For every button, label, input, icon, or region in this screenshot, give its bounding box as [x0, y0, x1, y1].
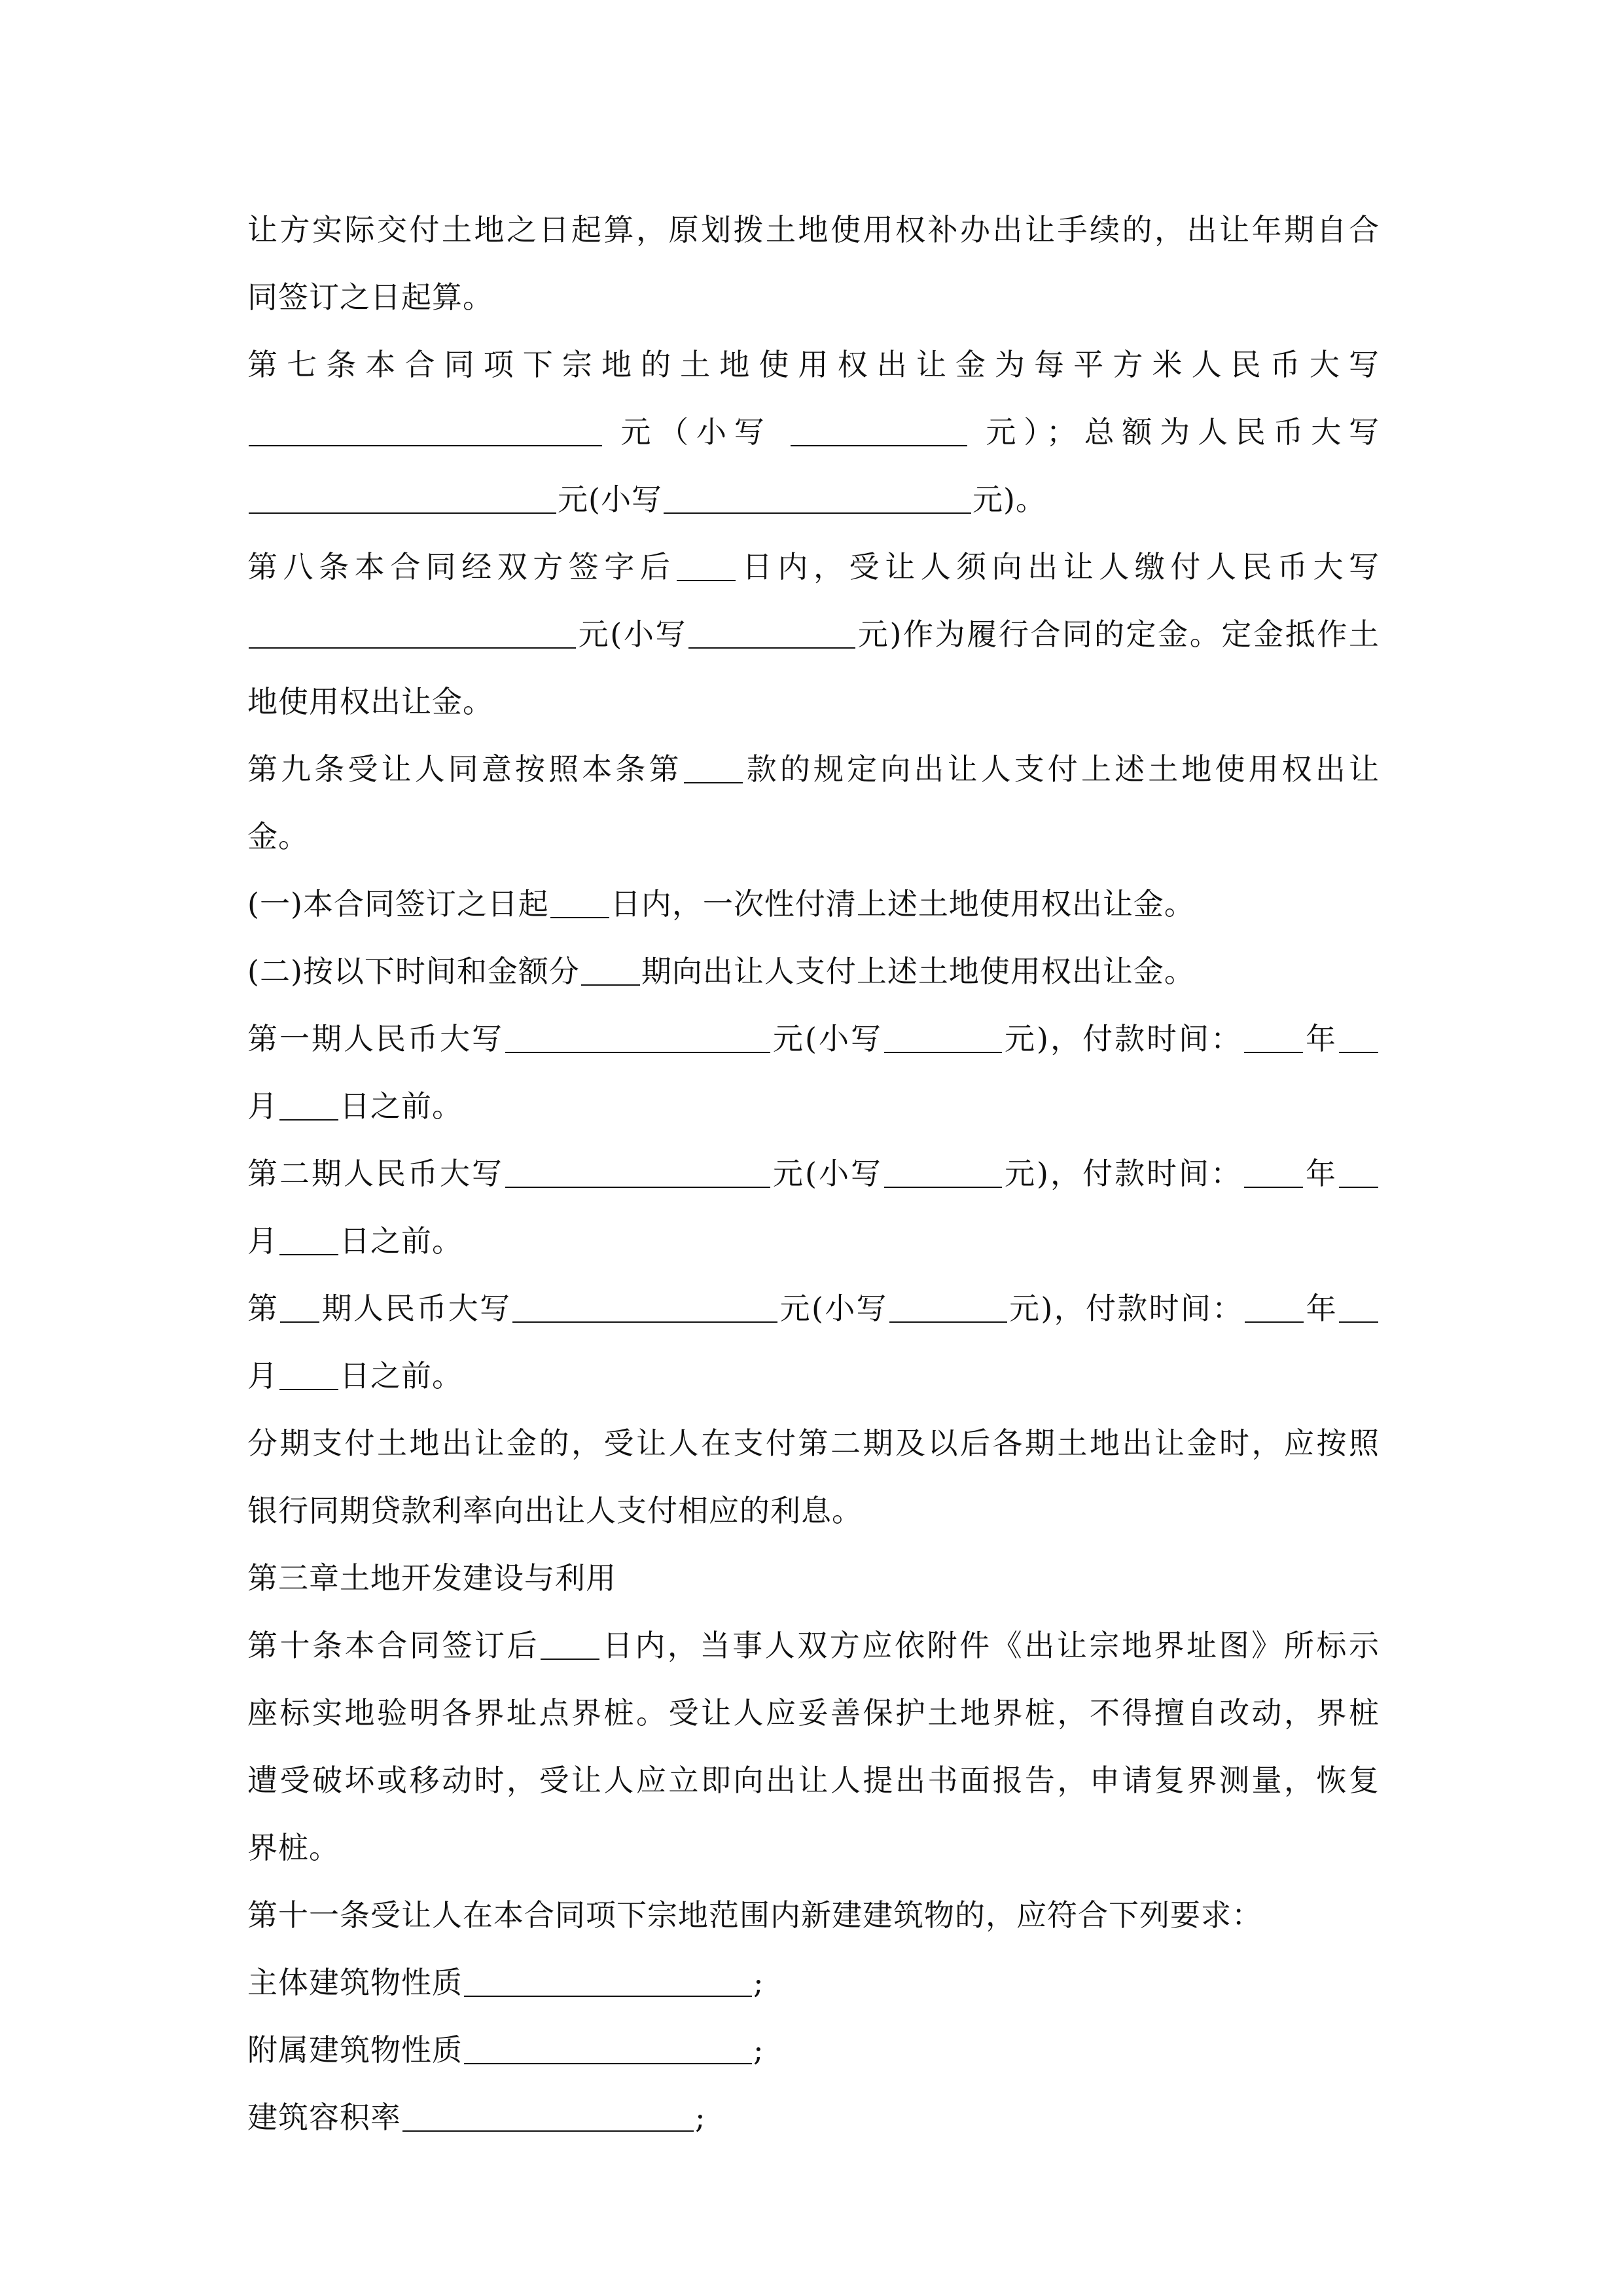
text: 遭受破坏或移动时，受让人应立即向出让人提出书面报告，申请复界测量，恢复 — [247, 1763, 1380, 1798]
blank-field — [279, 1220, 338, 1255]
article-7-line — [247, 399, 1380, 466]
text: 附属建筑物性质 — [247, 2032, 463, 2068]
article-8-line — [247, 668, 1380, 736]
blank-field — [279, 1085, 338, 1121]
text: 第八条本合同经双方签字后 — [247, 549, 676, 584]
text: 年 — [1304, 1021, 1338, 1056]
blank-field — [512, 1287, 777, 1323]
text: 元(小写 — [577, 617, 688, 652]
article-7-line — [247, 331, 1380, 399]
text: 元)。 — [972, 482, 1046, 517]
article-9-line — [247, 736, 1380, 803]
article-10-line — [247, 1747, 1380, 1814]
text: 主体建筑物性质 — [247, 1965, 463, 2000]
blank-field — [664, 478, 971, 514]
blank-field — [249, 613, 576, 649]
text: (一)本合同签订之日起 — [247, 886, 549, 922]
blank-field — [1244, 1018, 1303, 1053]
text: 银行同期贷款利率向出让人支付相应的利息。 — [247, 1493, 863, 1528]
chapter-heading — [247, 1545, 1380, 1612]
text: 月 — [247, 1358, 278, 1393]
article-10-line — [247, 1814, 1380, 1882]
article-8-line — [247, 601, 1380, 668]
blank-field — [889, 1287, 1007, 1323]
blank-field — [884, 1153, 1002, 1188]
text: 第九条受让人同意按照本条第 — [247, 751, 683, 787]
text: ; — [695, 2100, 706, 2135]
article-11-line — [247, 1882, 1380, 1949]
blank-field — [505, 1018, 770, 1053]
text: 第三章土地开发建设与利用 — [247, 1560, 616, 1596]
text: 地使用权出让金。 — [247, 684, 493, 719]
text: 日内，当事人双方应依附件《出让宗地界址图》所标示 — [601, 1628, 1380, 1663]
article-9-line — [247, 870, 1380, 938]
blank-field — [581, 950, 640, 986]
blank-field — [1339, 1018, 1378, 1053]
requirement-line — [247, 1949, 1380, 2017]
text: 月 — [247, 1088, 278, 1124]
text: 第二期人民币大写 — [247, 1156, 505, 1191]
payment-line — [247, 1073, 1380, 1140]
article-10-line — [247, 1679, 1380, 1747]
paragraph-line — [247, 1410, 1380, 1477]
article-10-line — [247, 1612, 1380, 1679]
blank-field — [402, 2096, 694, 2132]
payment-line — [247, 1140, 1380, 1208]
text: 第一期人民币大写 — [247, 1021, 505, 1056]
blank-field — [280, 1287, 319, 1323]
blank-field — [464, 2029, 752, 2064]
blank-field — [677, 546, 736, 581]
blank-field — [1245, 1287, 1304, 1323]
text: 分期支付土地出让金的，受让人在支付第二期及以后各期土地出让金时，应按照 — [247, 1426, 1380, 1461]
requirement-line — [247, 2017, 1380, 2084]
text: 日内，受让人须向出让人缴付人民币大写 — [737, 549, 1380, 584]
text: 元)，付款时间： — [1003, 1156, 1243, 1191]
text: (二)按以下时间和金额分 — [247, 954, 580, 989]
text: 款的规定向出让人支付上述土地使用权出让 — [743, 751, 1380, 787]
paragraph-line — [247, 1477, 1380, 1545]
blank-field — [688, 613, 855, 649]
text: 第七条本合同项下宗地的土地使用权出让金为每平方米人民币大写 — [247, 347, 1380, 382]
blank-field — [884, 1018, 1002, 1053]
text: 元(小写 — [772, 1156, 883, 1191]
blank-field — [505, 1153, 770, 1188]
blank-field — [249, 411, 602, 446]
blank-field — [464, 1962, 752, 1997]
payment-line — [247, 1005, 1380, 1073]
blank-field — [550, 883, 609, 918]
article-7-line — [247, 466, 1380, 533]
text: 同签订之日起算。 — [247, 279, 493, 315]
text: 元）；总额为人民币大写 — [986, 414, 1380, 450]
text: 第十条本合同签订后 — [247, 1628, 540, 1663]
article-9-line — [247, 938, 1380, 1005]
text: 元(小写 — [772, 1021, 883, 1056]
text: 元(小写 — [558, 482, 662, 517]
paragraph-line — [247, 264, 1380, 331]
text: 元（小写 — [620, 414, 772, 450]
text: 元(小写 — [779, 1291, 888, 1326]
payment-line — [247, 1342, 1380, 1410]
blank-field — [279, 1355, 338, 1390]
text: 建筑容积率 — [247, 2100, 401, 2135]
text: 年 — [1304, 1156, 1338, 1191]
blank-field — [1339, 1153, 1378, 1188]
text: 元)作为履行合同的定金。定金抵作土 — [857, 617, 1380, 652]
payment-line — [247, 1208, 1380, 1275]
text: 日之前。 — [340, 1223, 463, 1259]
requirement-line — [247, 2084, 1380, 2151]
text: 界桩。 — [247, 1830, 340, 1865]
text: 日之前。 — [340, 1358, 463, 1393]
text: ; — [753, 2032, 764, 2068]
text: 第十一条受让人在本合同项下宗地范围内新建建筑物的，应符合下列要求： — [247, 1897, 1262, 1933]
text: 元)，付款时间： — [1008, 1291, 1244, 1326]
document-page — [247, 196, 1380, 2151]
text: 金。 — [247, 819, 309, 854]
blank-field — [1244, 1153, 1303, 1188]
text: 月 — [247, 1223, 278, 1259]
text: 元)，付款时间： — [1003, 1021, 1243, 1056]
text: ; — [753, 1965, 764, 2000]
text: 第 — [247, 1291, 279, 1326]
blank-field — [1339, 1287, 1378, 1323]
text: 期向出让人支付上述土地使用权出让金。 — [641, 954, 1195, 989]
article-8-line — [247, 533, 1380, 601]
text: 日之前。 — [340, 1088, 463, 1124]
payment-line — [247, 1275, 1380, 1342]
text: 日内，一次性付清上述土地使用权出让金。 — [610, 886, 1195, 922]
text: 座标实地验明各界址点界桩。受让人应妥善保护土地界桩，不得擅自改动，界桩 — [247, 1695, 1380, 1731]
text: 年 — [1305, 1291, 1338, 1326]
text: 期人民币大写 — [321, 1291, 512, 1326]
blank-field — [249, 478, 556, 514]
article-9-line — [247, 803, 1380, 870]
blank-field — [541, 1624, 599, 1660]
blank-field — [791, 411, 967, 446]
text: 让方实际交付土地之日起算，原划拨土地使用权补办出让手续的，出让年期自合 — [247, 212, 1380, 247]
blank-field — [684, 748, 743, 783]
paragraph-line — [247, 196, 1380, 264]
